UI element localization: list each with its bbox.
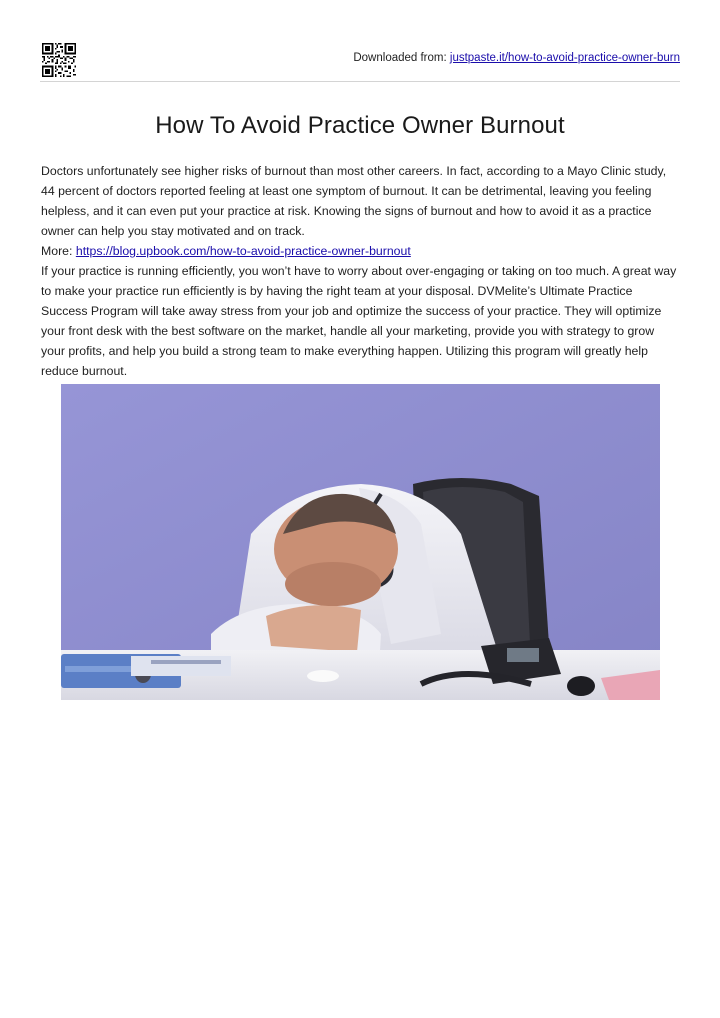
- paragraph-intro: Doctors unfortunately see higher risks of burnout than most other careers. In fact, according to a Mayo Clinic study, 44 percent of doctors reported feeling at least one symptom of burnout. It can be detrimental, leaving you feeling helpless, and it can even put your practice at risk. Knowing the signs of burnout and how to avoid it as a practice owner can help you stay motivated and on track.: [41, 164, 667, 238]
- download-source-line: [353, 52, 680, 64]
- article-body: [41, 161, 681, 381]
- paragraph-program: If your practice is running efficiently, you won’t have to worry about over-engaging or taking on too much. A great way to make your practice run efficiently is by having the right team at your disposal. DVMelite’s Ultimate Practice Success Program will take away stress from your job and optimize the success of your practice. They will optimize your front desk with the best software on the market, handle all your marketing, provide you with strategy to grow your profits, and help you build a strong team to make everything happen. Utilizing this program will greatly help reduce burnout.: [41, 264, 677, 378]
- qr-code-icon: [42, 43, 76, 77]
- more-link[interactable]: https://blog.upbook.com/how-to-avoid-practice-owner-burnout: [75, 244, 411, 258]
- header-divider: [40, 81, 680, 82]
- article-photo: [61, 384, 660, 700]
- source-link[interactable]: justpaste.it/how-to-avoid-practice-owner-burn: [449, 52, 680, 64]
- more-line: [41, 241, 681, 261]
- downloaded-label: Downloaded from:: [353, 52, 447, 64]
- page-title: How To Avoid Practice Owner Burnout: [155, 112, 565, 139]
- more-label: More:: [41, 244, 73, 258]
